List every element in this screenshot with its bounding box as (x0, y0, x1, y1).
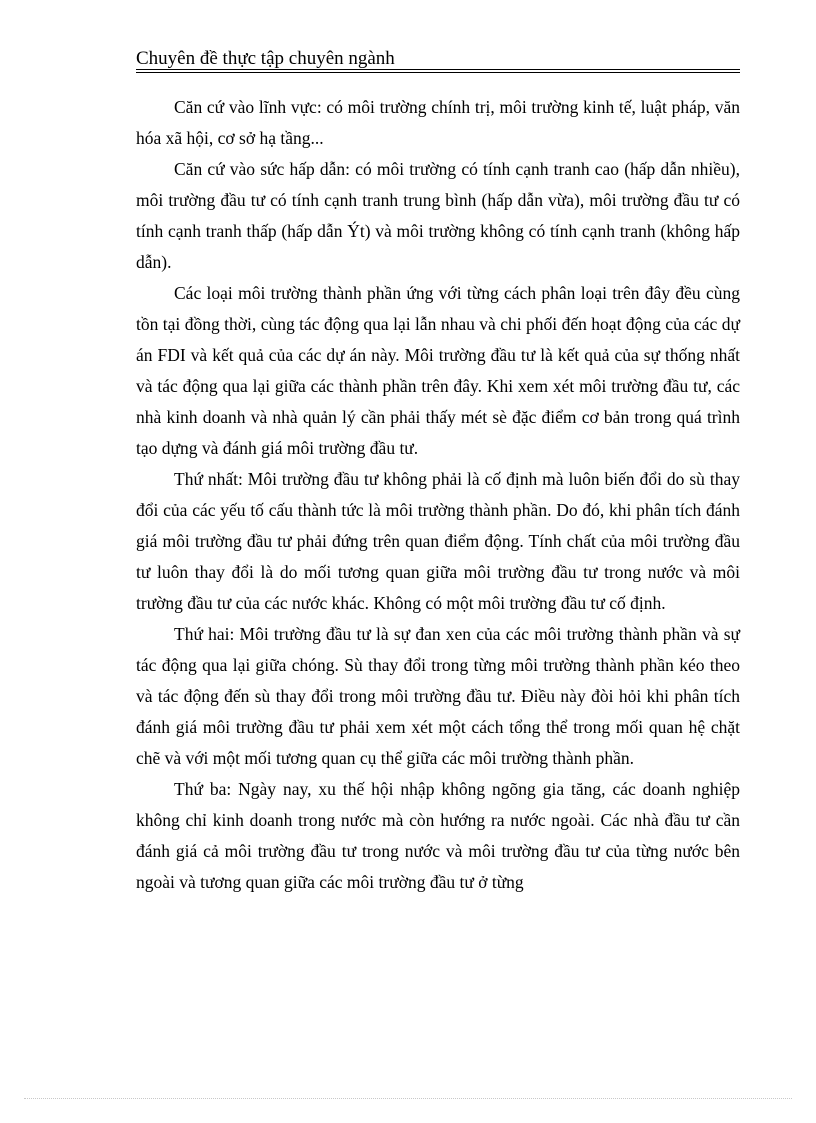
paragraph: Căn cứ vào lĩnh vực: có môi trường chính trị, môi trường kinh tế, luật pháp, văn hóa xã hội, cơ sở hạ tầng... (136, 97, 740, 148)
running-header: Chuyên đề thực tập chuyên ngành (136, 48, 395, 69)
header-rule-top (136, 69, 740, 70)
paragraph: Các loại môi trường thành phần ứng với từng cách phân loại trên đây đều cùng tồn tại đồng thời, cùng tác động qua lại lẫn nhau và chi phối đến hoạt động của các dự án FDI và kết quả của các dự án này. Môi trường đầu tư là kết quả của sự thống nhất và tác động qua lại giữa các thành phần trên đây. Khi xem xét môi trường đầu tư, các nhà kinh doanh và nhà quản lý cần phải thấy mét sè đặc điểm cơ bản trong quá trình tạo dựng và đánh giá môi trường đầu tư. (136, 283, 740, 458)
paragraph: Thứ ba: Ngày nay, xu thế hội nhập không ngõng gia tăng, các doanh nghiệp không chỉ kinh doanh trong nước mà còn hướng ra nước ngoài. Các nhà đầu tư cần đánh giá cả môi trường đầu tư trong nước và môi trường đầu tư của từng nước bên ngoài và tương quan giữa các môi trường đầu tư ở từng (136, 779, 740, 892)
paragraph: Thứ hai: Môi trường đầu tư là sự đan xen của các môi trường thành phần và sự tác động qua lại giữa chóng. Sù thay đổi trong từng môi trường thành phần kéo theo và tác động đến sù thay đổi trong môi trường đầu tư. Điều này đòi hỏi khi phân tích đánh giá môi trường đầu tư phải xem xét một cách tổng thể trong mối quan hệ chặt chẽ và với một mối tương quan cụ thể giữa các môi trường thành phần. (136, 624, 740, 768)
footer-divider (24, 1098, 792, 1099)
paragraph: Thứ nhất: Môi trường đầu tư không phải là cố định mà luôn biến đổi do sù thay đổi của các yếu tố cấu thành tức là môi trường thành phần. Do đó, khi phân tích đánh giá môi trường đầu tư phải đứng trên quan điểm động. Tính chất của môi trường đầu tư luôn thay đổi là do mối tương quan giữa môi trường đầu tư trong nước và môi trường đầu tư của các nước khác. Không có một môi trường đầu tư cố định. (136, 469, 740, 613)
body-text (136, 92, 740, 898)
paragraph: Căn cứ vào sức hấp dẫn: có môi trường có tính cạnh tranh cao (hấp dẫn nhiều), môi trường đầu tư có tính cạnh tranh trung bình (hấp dẫn vừa), môi trường đầu tư có tính cạnh tranh thấp (hấp dẫn Ýt) và môi trường không có tính cạnh tranh (không hấp dẫn). (136, 159, 740, 272)
header-rule-bottom (136, 72, 740, 73)
